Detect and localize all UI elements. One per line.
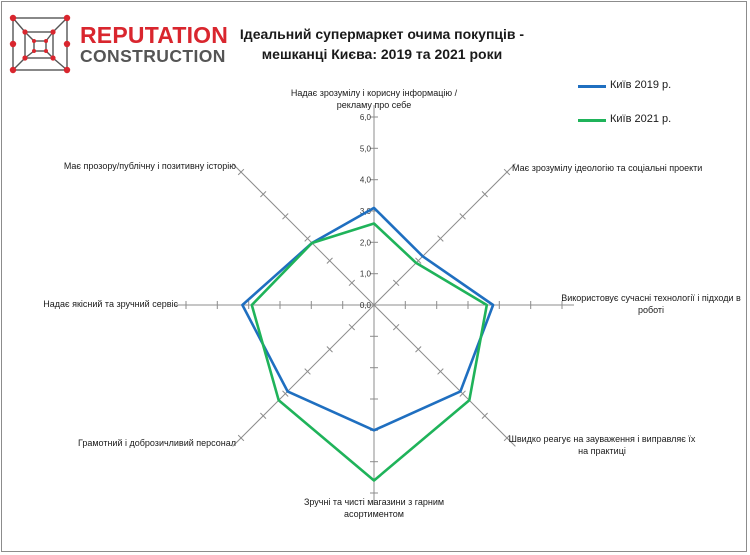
category-label	[561, 293, 741, 315]
radar-scale-label: 0,0	[359, 301, 371, 310]
category-label-line: Має прозору/публічну і позитивну історію	[63, 161, 236, 171]
category-label-line: Зручні та чисті магазини з гарним	[303, 497, 445, 507]
category-label-line: рекламу про себе	[336, 100, 412, 110]
category-label-line: Має зрозумілу ідеологію та соціальні проекти	[512, 163, 703, 173]
radar-axis	[233, 164, 374, 305]
category-label-line: Використовує сучасні технології і підходи в	[561, 293, 741, 303]
radar-scale-label: 2,0	[359, 238, 371, 248]
category-label	[43, 299, 178, 309]
legend-label-2021: Київ 2021 р.	[610, 113, 672, 125]
series-line-2021	[252, 224, 487, 481]
category-label-line: роботі	[637, 305, 665, 315]
category-label-line: Швидко реагує на зауваження і виправляє їх	[508, 434, 696, 444]
category-label	[291, 88, 458, 110]
radar-axis	[374, 305, 515, 446]
category-label	[78, 438, 236, 448]
radar-scale-label: 6,0	[359, 113, 371, 122]
category-label	[509, 434, 696, 456]
radar-axis	[374, 164, 515, 305]
radar-scale-label: 1,0	[359, 269, 371, 279]
radar-scale-label: 4,0	[359, 175, 371, 185]
radar-scale-label: 3,0	[359, 207, 371, 216]
category-label-line: Грамотний і доброзичливий персонал	[77, 438, 236, 448]
category-label	[64, 161, 236, 171]
category-label	[304, 497, 444, 519]
category-label-line: Надає зрозумілу і корисну інформацію /	[290, 88, 458, 98]
chart-title-line-2: мешканці Києва: 2019 та 2021 роки	[261, 46, 503, 62]
brand-line-2: CONSTRUCTION	[80, 46, 226, 66]
legend-label-2019: Київ 2019 р.	[610, 79, 672, 91]
radar-scale-label: 5,0	[359, 144, 371, 154]
category-label	[512, 163, 702, 173]
category-label-line: асортиментом	[344, 509, 404, 519]
brand-line-1: REPUTATION	[80, 22, 229, 48]
chart-title-line-1: Ідеальний супермаркет очима покупців -	[239, 26, 525, 42]
category-label-line: Надає якісний та зручний сервіс	[43, 299, 178, 309]
category-label-line: на практиці	[578, 446, 626, 456]
